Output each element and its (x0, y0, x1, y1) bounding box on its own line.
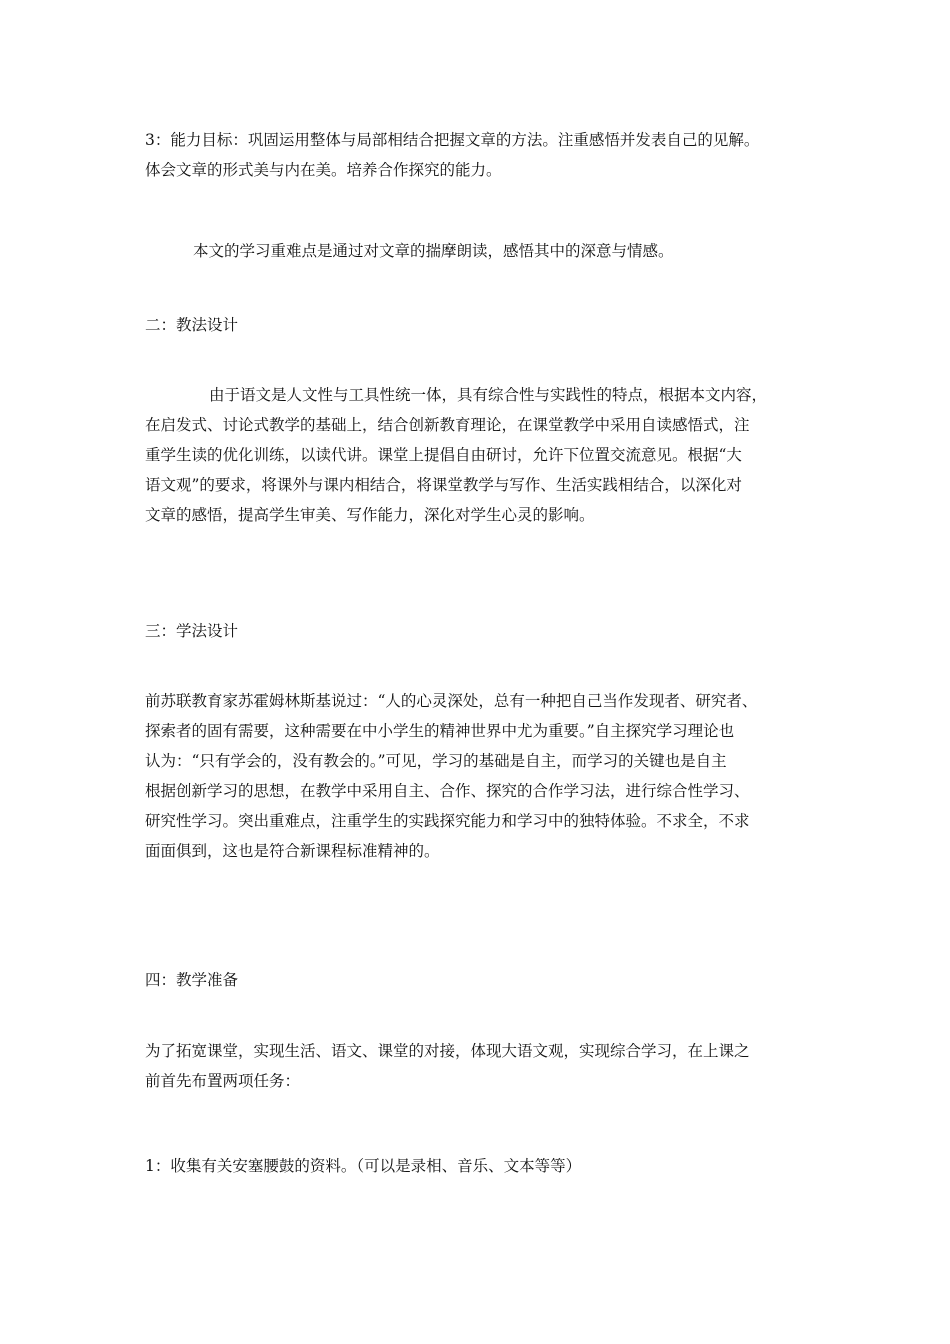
text-line: 体会文章的形式美与内在美。培养合作探究的能力。 (145, 161, 502, 179)
text-line: 研究性学习。突出重难点，注重学生的实践探究能力和学习中的独特体验。不求全，不求 (145, 812, 750, 830)
task-item-1: 1：收集有关安塞腰鼓的资料。（可以是录相、音乐、文本等等） (145, 1157, 582, 1175)
text-line: 由于语文是人文性与工具性统一体，具有综合性与实践性的特点，根据本文内容， (209, 386, 768, 404)
learning-method-paragraph (145, 686, 825, 866)
section-heading-teaching-method: 二：教法设计 (145, 316, 239, 334)
section-heading-preparation: 四：教学准备 (145, 971, 239, 989)
teaching-method-paragraph (145, 380, 825, 530)
text-line: 本文的学习重难点是通过对文章的揣摩朗读，感悟其中的深意与情感。 (193, 242, 674, 260)
text-line: 前苏联教育家苏霍姆林斯基说过：“人的心灵深处，总有一种把自己当作发现者、研究者、 (145, 692, 758, 710)
text-line: 探索者的固有需要，这种需要在中小学生的精神世界中尤为重要。”自主探究学习理论也 (145, 722, 735, 740)
preparation-paragraph (145, 1036, 825, 1096)
focus-paragraph (193, 236, 873, 266)
text-line: 文章的感悟，提高学生审美、写作能力，深化对学生心灵的影响。 (145, 506, 595, 524)
text-line: 面面俱到，这也是符合新课程标准精神的。 (145, 842, 440, 860)
text-line: 前首先布置两项任务： (145, 1072, 301, 1090)
text-line: 语文观”的要求，将课外与课内相结合，将课堂教学与写作、生活实践相结合，以深化对 (145, 476, 742, 494)
ability-goal-paragraph (145, 125, 825, 185)
text-line: 在启发式、讨论式教学的基础上，结合创新教育理论，在课堂教学中采用自读感悟式，注 (145, 416, 750, 434)
section-heading-learning-method: 三：学法设计 (145, 622, 239, 640)
text-line: 3：能力目标：巩固运用整体与局部相结合把握文章的方法。注重感悟并发表自己的见解。 (145, 131, 760, 149)
text-line: 根据创新学习的思想，在教学中采用自主、合作、探究的合作学习法，进行综合性学习、 (145, 782, 750, 800)
text-line: 重学生读的优化训练，以读代讲。课堂上提倡自由研讨，允许下位置交流意见。根据“大 (145, 446, 742, 464)
text-line: 认为：“只有学会的，没有教会的。”可见，学习的基础是自主，而学习的关键也是自主 (145, 752, 727, 770)
text-line: 为了拓宽课堂，实现生活、语文、课堂的对接，体现大语文观，实现综合学习，在上课之 (145, 1042, 750, 1060)
